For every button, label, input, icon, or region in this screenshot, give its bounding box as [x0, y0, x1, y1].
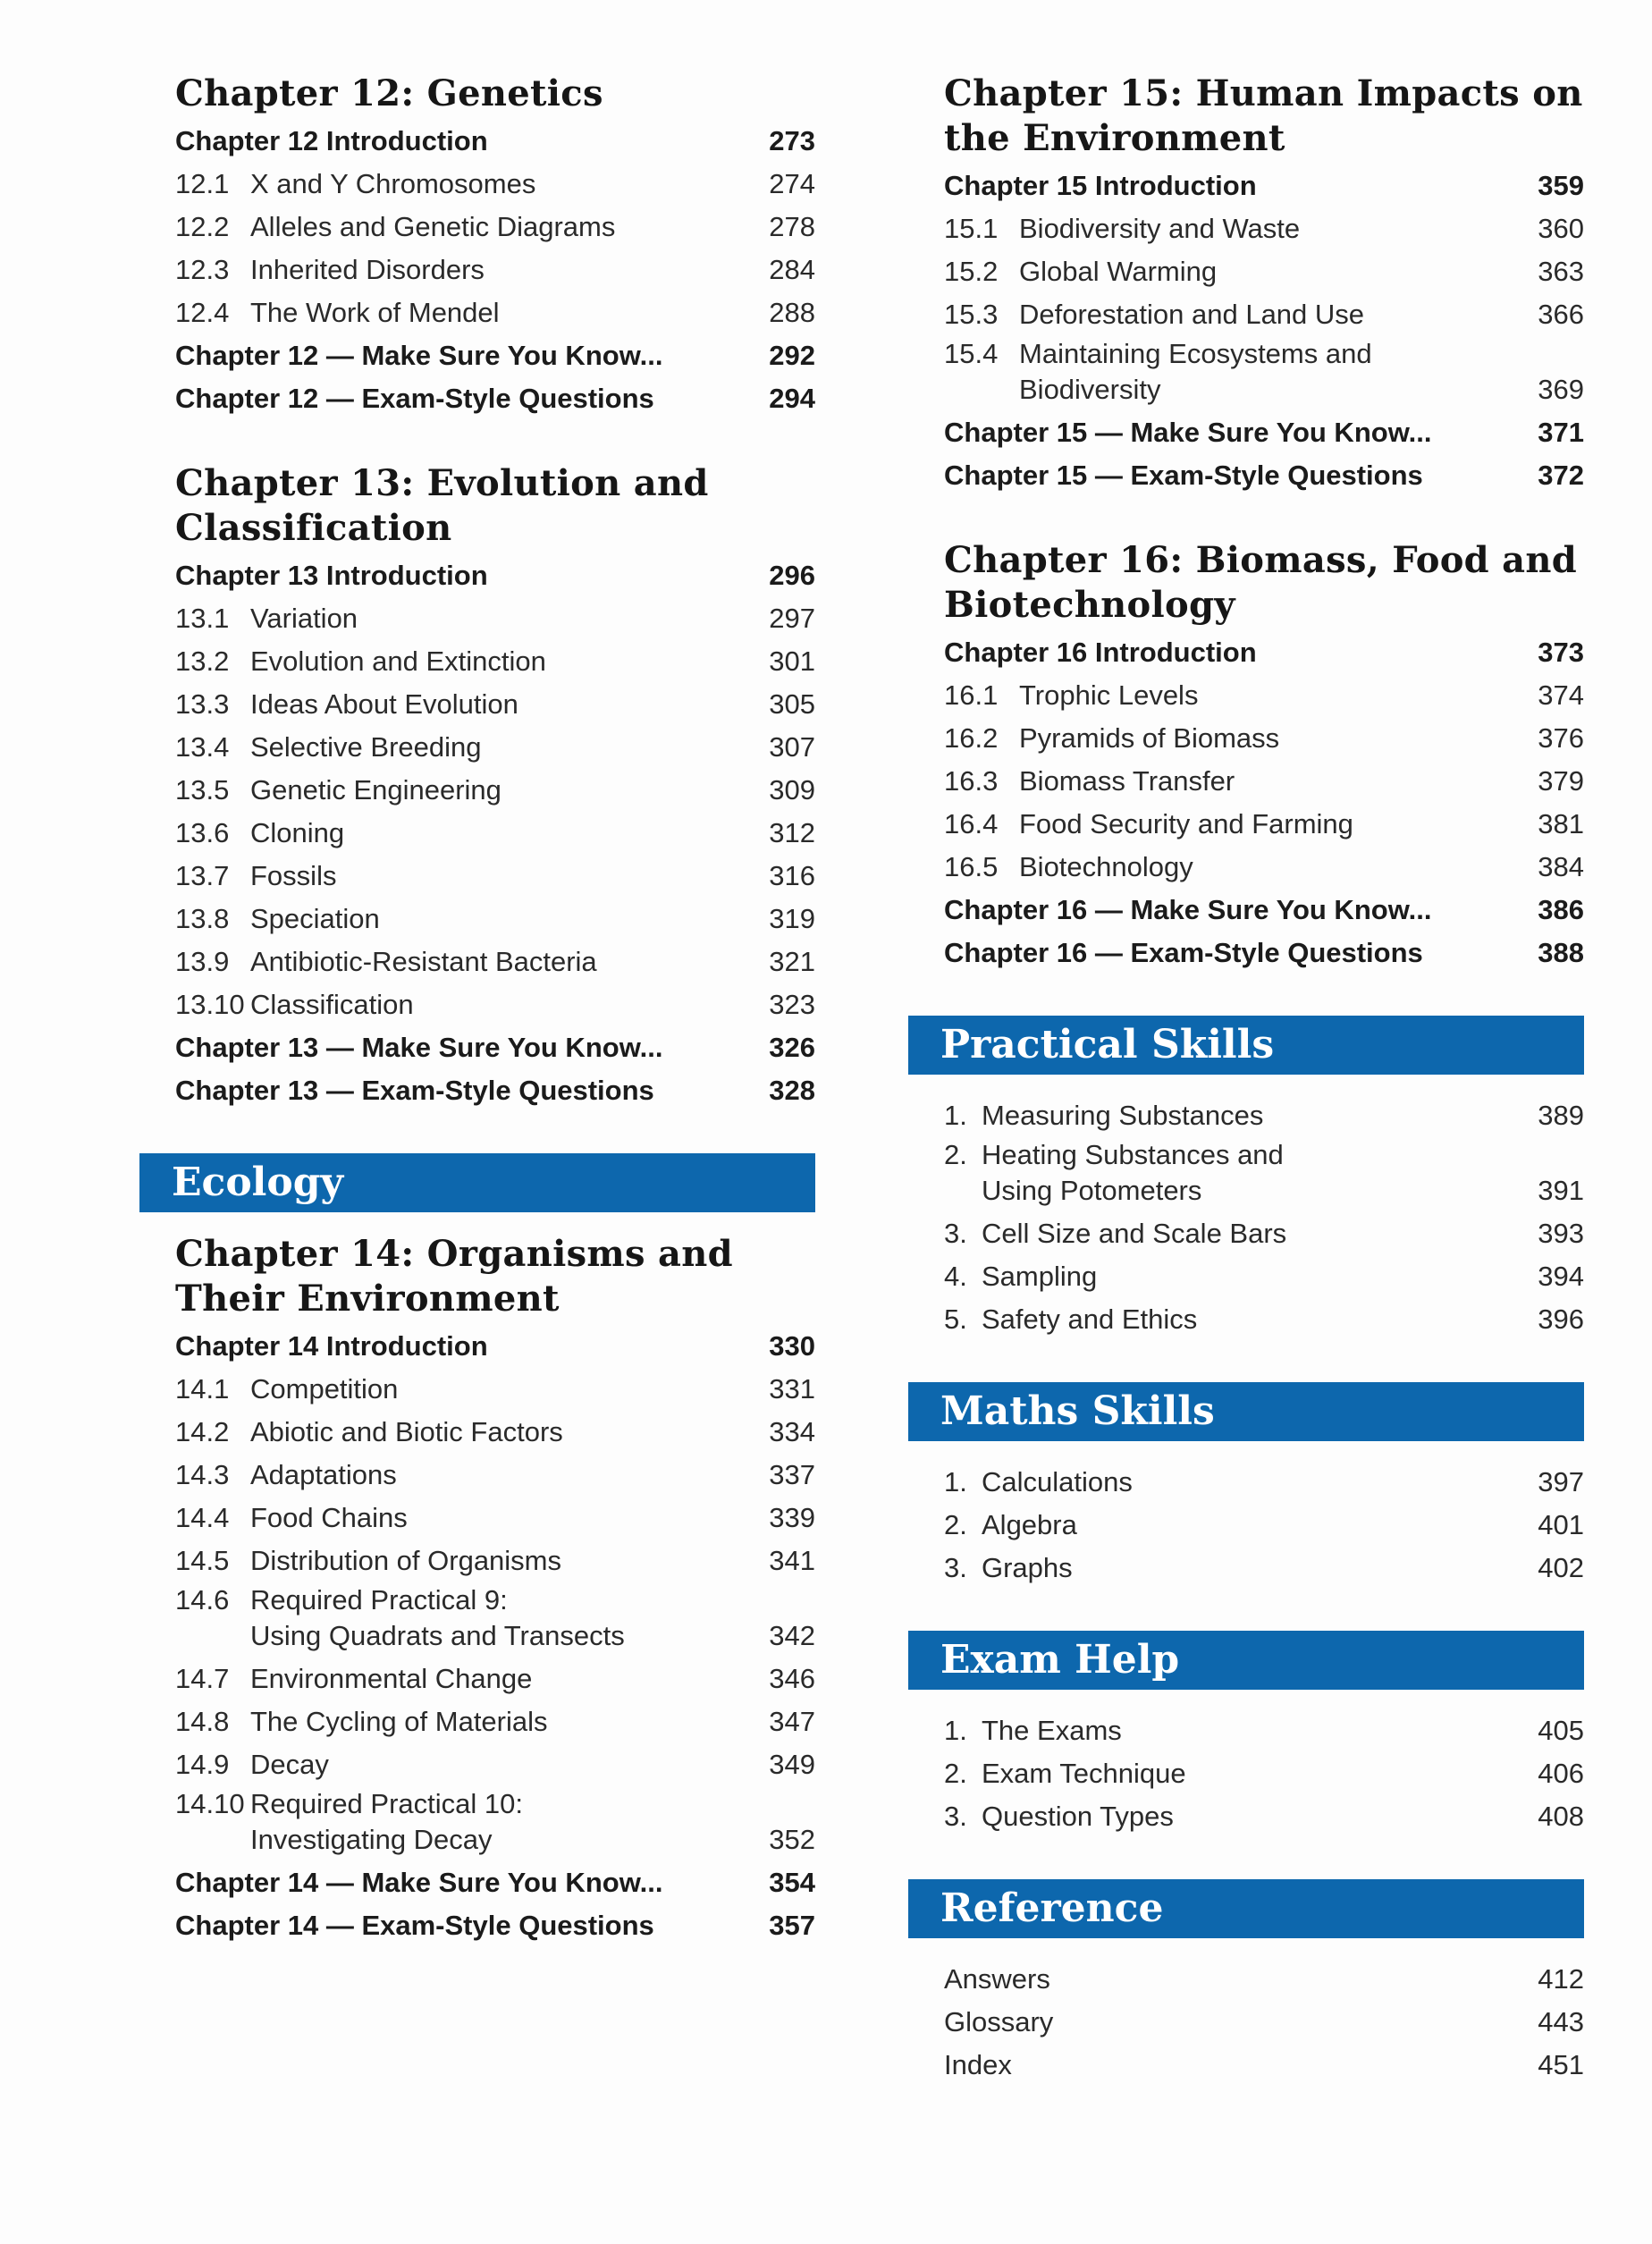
toc-entry[interactable] [908, 760, 1584, 803]
toc-entry-title: Algebra [982, 1509, 1077, 1540]
toc-entry-page: 347 [769, 1706, 815, 1737]
toc-entry[interactable] [139, 1658, 815, 1700]
toc-entry[interactable] [908, 1709, 1584, 1752]
toc-entry-number: 14.2 [175, 1416, 230, 1447]
toc-entry-number: 1. [944, 1466, 967, 1497]
toc-entry-number: 3. [944, 1552, 967, 1583]
toc-entry-number: 13.1 [175, 603, 230, 634]
toc-entry-page: 408 [1538, 1801, 1584, 1832]
toc-entry-page: 366 [1538, 299, 1584, 330]
toc-entry[interactable] [908, 932, 1584, 974]
toc-entry-number: 14.7 [175, 1663, 230, 1694]
toc-entry-title: Chapter 12 Introduction [175, 125, 488, 156]
toc-entry[interactable] [908, 250, 1584, 293]
toc-entry[interactable] [908, 165, 1584, 207]
toc-entry-title: Exam Technique [982, 1758, 1186, 1789]
toc-entry[interactable] [139, 1786, 815, 1861]
toc-entry-number: 2. [944, 1139, 967, 1170]
toc-entry-number: 12.4 [175, 297, 230, 328]
toc-entry[interactable] [908, 631, 1584, 674]
toc-entry-page: 354 [769, 1867, 815, 1898]
reference-entries [908, 1958, 1584, 2087]
reference-section [908, 1879, 1584, 2087]
toc-entry-page: 363 [1538, 256, 1584, 287]
exam-help-section [908, 1631, 1584, 1838]
exam-help-entries [908, 1709, 1584, 1838]
toc-entry-title: Distribution of Organisms [250, 1545, 562, 1576]
practical-skills-banner: Practical Skills [908, 1016, 1584, 1075]
toc-entry-page: 309 [769, 774, 815, 806]
toc-entry-title: Global Warming [1019, 256, 1218, 287]
toc-entry[interactable] [139, 1325, 815, 1368]
toc-entry-number: 13.2 [175, 645, 230, 677]
toc-entry[interactable] [908, 1795, 1584, 1838]
toc-entry-number: 14.6 [175, 1584, 230, 1616]
toc-entry[interactable] [908, 889, 1584, 932]
chapter-16-title-line2: Biotechnology [944, 584, 1235, 626]
chapter-14-entries [139, 1325, 815, 1947]
toc-entry-number: 14.3 [175, 1459, 230, 1490]
toc-entry-number: 2. [944, 1509, 967, 1540]
toc-entry-page: 384 [1538, 851, 1584, 882]
toc-entry[interactable] [139, 291, 815, 334]
toc-entry-page: 330 [769, 1330, 815, 1362]
toc-entry-page: 331 [769, 1373, 815, 1405]
toc-entry-number: 15.1 [944, 213, 999, 244]
toc-entry[interactable] [139, 640, 815, 683]
toc-entry[interactable] [908, 1504, 1584, 1547]
toc-entry[interactable] [139, 554, 815, 597]
chapter-12-title: Chapter 12: Genetics [175, 72, 603, 114]
toc-entry[interactable] [908, 2001, 1584, 2044]
toc-entry-title: Evolution and Extinction [250, 645, 546, 677]
toc-entry-number: 16.2 [944, 722, 999, 754]
toc-entry-title: Chapter 16 — Make Sure You Know... [944, 894, 1432, 925]
toc-entry-title: Chapter 13 — Make Sure You Know... [175, 1032, 663, 1063]
toc-entry-number: 12.3 [175, 254, 230, 285]
right-column [908, 72, 1584, 2128]
toc-entry-title: Biotechnology [1019, 851, 1193, 882]
toc-entry-title: Abiotic and Biotic Factors [250, 1416, 563, 1447]
toc-entry-page: 391 [1538, 1175, 1584, 1206]
chapter-13-section [139, 461, 815, 1112]
toc-entry-number: 14.8 [175, 1706, 230, 1737]
chapter-16-title [908, 538, 1584, 628]
toc-entry-number: 14.1 [175, 1373, 230, 1405]
toc-entry-title: Required Practical 10: Investigating Decay [250, 1788, 523, 1855]
toc-entry[interactable] [139, 1454, 815, 1497]
toc-entry-number: 1. [944, 1715, 967, 1746]
reference-banner: Reference [908, 1879, 1584, 1938]
toc-entry-number: 14.4 [175, 1502, 230, 1533]
toc-entry-number: 5. [944, 1303, 967, 1335]
toc-entry-number: 13.9 [175, 946, 230, 977]
maths-skills-banner: Maths Skills [908, 1382, 1584, 1441]
toc-entry[interactable] [908, 1958, 1584, 2001]
chapter-16-title-line1: Chapter 16: Biomass, Food and [944, 539, 1578, 581]
toc-entry-title: Question Types [982, 1801, 1174, 1832]
toc-entry-title: Deforestation and Land Use [1019, 299, 1365, 330]
toc-entry-number: 2. [944, 1758, 967, 1789]
toc-entry[interactable] [139, 206, 815, 249]
toc-entry[interactable] [139, 812, 815, 855]
toc-entry-number: 13.10 [175, 989, 245, 1020]
toc-entry-page: 337 [769, 1459, 815, 1490]
toc-entry[interactable] [908, 717, 1584, 760]
toc-entry-title: Biomass Transfer [1019, 765, 1235, 797]
toc-entry-page: 406 [1538, 1758, 1584, 1789]
toc-entry-number: 16.5 [944, 851, 999, 882]
toc-entry-page: 273 [769, 125, 815, 156]
chapter-16-section [908, 538, 1584, 974]
practical-skills-entries [908, 1094, 1584, 1341]
toc-entry[interactable] [908, 846, 1584, 889]
toc-entry[interactable] [908, 1212, 1584, 1255]
toc-entry-title: Adaptations [250, 1459, 397, 1490]
toc-entry[interactable] [908, 1094, 1584, 1137]
chapter-15-title-line1: Chapter 15: Human Impacts on [944, 72, 1583, 114]
toc-entry-page: 379 [1538, 765, 1584, 797]
toc-entry[interactable] [139, 1026, 815, 1069]
toc-entry-page: 316 [769, 860, 815, 891]
chapter-12-entries [139, 120, 815, 420]
chapter-13-title-line2: Classification [175, 507, 452, 549]
toc-entry-title: Answers [944, 1963, 1050, 1995]
toc-entry[interactable] [908, 207, 1584, 250]
toc-entry[interactable] [139, 334, 815, 377]
toc-entry-page: 342 [769, 1620, 815, 1651]
toc-entry-page: 296 [769, 560, 815, 591]
toc-entry-page: 312 [769, 817, 815, 848]
chapter-13-title [139, 461, 815, 551]
toc-entry-title: Fossils [250, 860, 337, 891]
toc-entry[interactable] [908, 454, 1584, 497]
toc-entry[interactable] [139, 1700, 815, 1743]
chapter-12-section [139, 72, 815, 420]
toc-entry-title: Required Practical 9: Using Quadrats and Transects [250, 1584, 625, 1651]
toc-entry-page: 374 [1538, 679, 1584, 711]
toc-entry[interactable] [139, 163, 815, 206]
toc-entry-number: 12.2 [175, 211, 230, 242]
toc-entry-page: 307 [769, 731, 815, 763]
toc-entry-page: 301 [769, 645, 815, 677]
toc-entry-page: 376 [1538, 722, 1584, 754]
toc-entry-page: 341 [769, 1545, 815, 1576]
toc-entry-page: 321 [769, 946, 815, 977]
toc-entry-page: 328 [769, 1075, 815, 1106]
toc-entry[interactable] [139, 597, 815, 640]
toc-entry-title: Chapter 14 — Make Sure You Know... [175, 1867, 663, 1898]
toc-entry-page: 360 [1538, 213, 1584, 244]
toc-entry-title: Chapter 12 — Exam-Style Questions [175, 383, 654, 414]
toc-entry-page: 412 [1538, 1963, 1584, 1995]
toc-entry[interactable] [139, 941, 815, 983]
toc-entry-title: Chapter 15 — Exam-Style Questions [944, 460, 1423, 491]
toc-entry[interactable] [139, 120, 815, 163]
chapter-15-title [908, 72, 1584, 161]
toc-entry[interactable] [908, 1137, 1584, 1212]
toc-entry-number: 16.3 [944, 765, 999, 797]
maths-skills-entries [908, 1461, 1584, 1590]
toc-entry-number: 15.4 [944, 338, 999, 369]
toc-entry-title: Index [944, 2049, 1012, 2080]
exam-help-banner: Exam Help [908, 1631, 1584, 1690]
toc-entry[interactable] [908, 336, 1584, 411]
left-column [139, 72, 815, 1988]
toc-entry-title: Maintaining Ecosystems and Biodiversity [1019, 338, 1372, 405]
chapter-15-section [908, 72, 1584, 497]
toc-entry-page: 396 [1538, 1303, 1584, 1335]
toc-entry-page: 278 [769, 211, 815, 242]
toc-entry[interactable] [139, 1743, 815, 1786]
toc-entry-title: X and Y Chromosomes [250, 168, 536, 199]
toc-entry[interactable] [908, 1298, 1584, 1341]
toc-entry[interactable] [139, 1904, 815, 1947]
toc-entry-title: Genetic Engineering [250, 774, 502, 806]
toc-entry-title: Glossary [944, 2006, 1054, 2037]
toc-entry-page: 339 [769, 1502, 815, 1533]
toc-entry[interactable] [139, 983, 815, 1026]
toc-entry-title: The Cycling of Materials [250, 1706, 548, 1737]
chapter-16-entries [908, 631, 1584, 974]
toc-entry-number: 1. [944, 1100, 967, 1131]
toc-entry-number: 13.7 [175, 860, 230, 891]
toc-entry-number: 14.10 [175, 1788, 245, 1819]
toc-entry-page: 359 [1538, 170, 1584, 201]
toc-entry-title: Graphs [982, 1552, 1073, 1583]
toc-entry-page: 274 [769, 168, 815, 199]
toc-entry[interactable] [139, 377, 815, 420]
toc-entry-title: Chapter 14 Introduction [175, 1330, 488, 1362]
toc-entry-title: Competition [250, 1373, 399, 1405]
toc-entry-page: 401 [1538, 1509, 1584, 1540]
toc-entry-page: 349 [769, 1749, 815, 1780]
toc-entry-title: Environmental Change [250, 1663, 533, 1694]
toc-entry-number: 16.4 [944, 808, 999, 839]
toc-entry-page: 326 [769, 1032, 815, 1063]
toc-entry-number: 13.5 [175, 774, 230, 806]
toc-entry-page: 393 [1538, 1218, 1584, 1249]
toc-entry-page: 386 [1538, 894, 1584, 925]
toc-entry-page: 402 [1538, 1552, 1584, 1583]
toc-entry[interactable] [908, 293, 1584, 336]
toc-entry-title: Measuring Substances [982, 1100, 1264, 1131]
toc-entry[interactable] [908, 411, 1584, 454]
chapter-13-entries [139, 554, 815, 1112]
toc-entry-title: Cloning [250, 817, 345, 848]
toc-entry-page: 405 [1538, 1715, 1584, 1746]
toc-entry-title: Calculations [982, 1466, 1133, 1497]
toc-entry-page: 323 [769, 989, 815, 1020]
toc-entry-page: 352 [769, 1824, 815, 1855]
toc-entry-number: 13.3 [175, 688, 230, 720]
toc-entry-page: 294 [769, 383, 815, 414]
chapter-13-title-line1: Chapter 13: Evolution and [175, 462, 709, 504]
toc-entry[interactable] [139, 683, 815, 726]
toc-entry[interactable] [908, 1461, 1584, 1504]
toc-entry[interactable] [908, 674, 1584, 717]
toc-entry-title: The Exams [982, 1715, 1122, 1746]
toc-entry-number: 14.9 [175, 1749, 230, 1780]
toc-entry-page: 381 [1538, 808, 1584, 839]
toc-entry-page: 334 [769, 1416, 815, 1447]
toc-entry[interactable] [139, 898, 815, 941]
toc-entry-page: 451 [1538, 2049, 1584, 2080]
practical-skills-section [908, 1016, 1584, 1341]
chapter-14-title [139, 1232, 815, 1321]
toc-entry-title: Sampling [982, 1261, 1098, 1292]
toc-entry[interactable] [908, 1547, 1584, 1590]
toc-entry[interactable] [139, 1497, 815, 1540]
toc-entry-title: Selective Breeding [250, 731, 482, 763]
toc-entry[interactable] [139, 249, 815, 291]
toc-entry[interactable] [139, 1368, 815, 1411]
toc-entry[interactable] [139, 1540, 815, 1582]
toc-entry-title: Antibiotic-Resistant Bacteria [250, 946, 597, 977]
toc-entry[interactable] [139, 855, 815, 898]
toc-entry-title: Alleles and Genetic Diagrams [250, 211, 616, 242]
toc-entry-page: 397 [1538, 1466, 1584, 1497]
toc-entry-number: 12.1 [175, 168, 230, 199]
toc-entry-title: Chapter 16 — Exam-Style Questions [944, 937, 1423, 968]
toc-entry-title: Chapter 15 Introduction [944, 170, 1257, 201]
toc-entry-page: 319 [769, 903, 815, 934]
toc-entry-page: 357 [769, 1910, 815, 1941]
toc-entry-number: 13.6 [175, 817, 230, 848]
toc-entry-title: Biodiversity and Waste [1019, 213, 1301, 244]
toc-entry-title: Variation [250, 603, 358, 634]
toc-entry[interactable] [139, 1069, 815, 1112]
toc-entry-title: Chapter 15 — Make Sure You Know... [944, 417, 1432, 448]
toc-entry-title: Pyramids of Biomass [1019, 722, 1280, 754]
toc-entry-title: Chapter 13 Introduction [175, 560, 488, 591]
maths-skills-section [908, 1382, 1584, 1590]
toc-entry-page: 305 [769, 688, 815, 720]
toc-entry-page: 369 [1538, 374, 1584, 405]
toc-entry-number: 13.8 [175, 903, 230, 934]
toc-entry-title: Chapter 13 — Exam-Style Questions [175, 1075, 654, 1106]
toc-entry-page: 297 [769, 603, 815, 634]
toc-entry[interactable] [908, 803, 1584, 846]
toc-entry-page: 284 [769, 254, 815, 285]
toc-entry-page: 388 [1538, 937, 1584, 968]
chapter-14-title-line2: Their Environment [175, 1278, 560, 1320]
toc-entry-title: Chapter 16 Introduction [944, 637, 1257, 668]
toc-entry[interactable] [139, 1861, 815, 1904]
toc-entry-number: 13.4 [175, 731, 230, 763]
toc-entry[interactable] [139, 1582, 815, 1658]
toc-entry-page: 292 [769, 340, 815, 371]
toc-entry-page: 372 [1538, 460, 1584, 491]
toc-entry[interactable] [139, 726, 815, 769]
toc-entry[interactable] [908, 1255, 1584, 1298]
toc-entry-number: 16.1 [944, 679, 999, 711]
chapter-15-title-line2: the Environment [944, 117, 1285, 159]
toc-entry-title: Classification [250, 989, 414, 1020]
toc-entry-page: 443 [1538, 2006, 1584, 2037]
toc-entry-number: 3. [944, 1218, 967, 1249]
toc-entry-number: 15.3 [944, 299, 999, 330]
toc-entry[interactable] [908, 2044, 1584, 2087]
toc-entry-title: Cell Size and Scale Bars [982, 1218, 1287, 1249]
toc-entry-title: Food Security and Farming [1019, 808, 1353, 839]
toc-entry-number: 14.5 [175, 1545, 230, 1576]
ecology-banner: Ecology [139, 1153, 815, 1212]
toc-entry-number: 3. [944, 1801, 967, 1832]
chapter-15-entries [908, 165, 1584, 497]
toc-entry-page: 346 [769, 1663, 815, 1694]
toc-entry-title: Chapter 14 — Exam-Style Questions [175, 1910, 654, 1941]
toc-entry[interactable] [139, 1411, 815, 1454]
toc-entry-title: Inherited Disorders [250, 254, 485, 285]
toc-entry[interactable] [908, 1752, 1584, 1795]
toc-entry-page: 389 [1538, 1100, 1584, 1131]
toc-entry-title: Ideas About Evolution [250, 688, 518, 720]
toc-entry-title: Food Chains [250, 1502, 408, 1533]
toc-entry-title: Speciation [250, 903, 380, 934]
toc-entry[interactable] [139, 769, 815, 812]
toc-entry-number: 15.2 [944, 256, 999, 287]
toc-entry-title: Heating Substances and Using Potometers [982, 1139, 1284, 1206]
toc-entry-page: 373 [1538, 637, 1584, 668]
toc-entry-title: Safety and Ethics [982, 1303, 1198, 1335]
toc-entry-title: Decay [250, 1749, 329, 1780]
chapter-14-title-line1: Chapter 14: Organisms and [175, 1233, 733, 1275]
toc-entry-number: 4. [944, 1261, 967, 1292]
toc-entry-title: Chapter 12 — Make Sure You Know... [175, 340, 663, 371]
toc-entry-page: 371 [1538, 417, 1584, 448]
toc-entry-title: Trophic Levels [1019, 679, 1199, 711]
chapter-14-section [139, 1232, 815, 1947]
toc-entry-title: The Work of Mendel [250, 297, 500, 328]
toc-entry-page: 288 [769, 297, 815, 328]
toc-entry-page: 394 [1538, 1261, 1584, 1292]
